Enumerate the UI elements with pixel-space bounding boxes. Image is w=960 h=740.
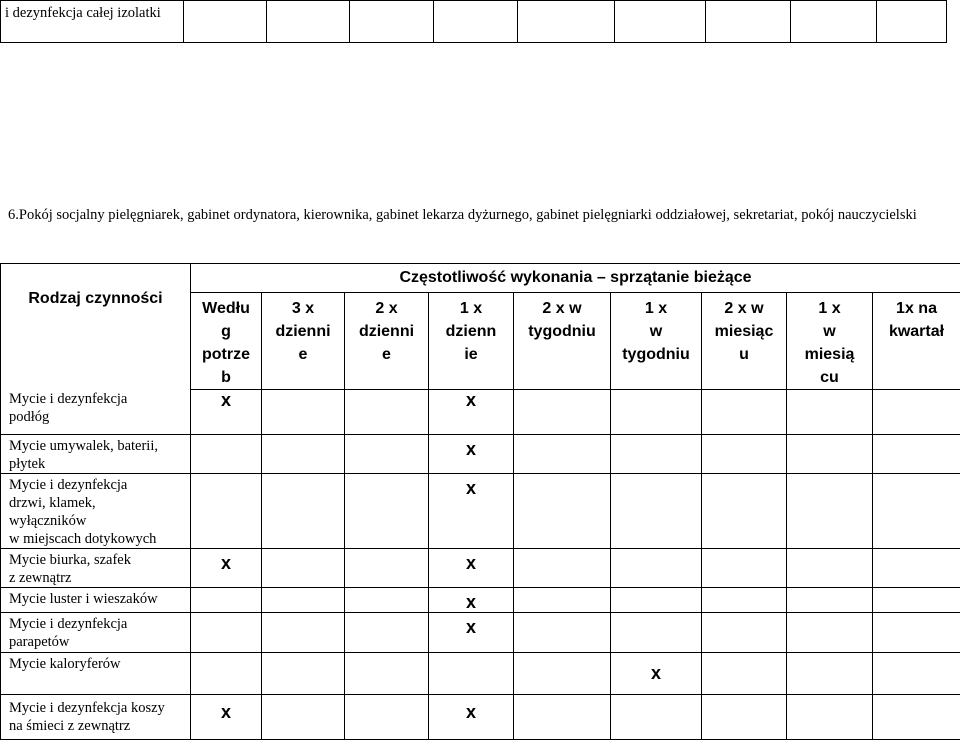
activity-label-cell	[1, 390, 191, 435]
table-row	[1, 613, 960, 653]
frequency-cell	[702, 588, 787, 613]
table-row	[1, 474, 960, 549]
frequency-cell	[191, 588, 262, 613]
activity-label: w miejscach dotykowych	[9, 530, 187, 548]
frequency-mark: x	[429, 390, 513, 410]
section-heading: 6.Pokój socjalny pielęgniarek, gabinet ordynatora, kierownika, gabinet lekarza dyżurnego, gabinet pielęgniarki oddziałowej, sekretariat, pokój nauczycielski	[8, 206, 953, 224]
cleaning-frequency-table	[0, 263, 960, 740]
activity-header	[1, 264, 191, 390]
frequency-cell	[702, 653, 787, 695]
column-header	[429, 293, 514, 390]
table-row	[1, 1, 947, 43]
frequency-cell	[345, 613, 429, 653]
frequency-cell	[514, 613, 611, 653]
activity-label: Mycie i dezynfekcja	[9, 390, 187, 408]
column-header-line: u	[702, 343, 786, 366]
activity-label: Mycie i dezynfekcja	[9, 615, 187, 633]
table-cell	[350, 1, 434, 43]
column-header	[345, 293, 429, 390]
activity-label-cell	[1, 613, 191, 653]
column-header	[787, 293, 873, 390]
column-header-line: miesiąc	[702, 320, 786, 343]
frequency-cell	[787, 588, 873, 613]
frequency-cell	[345, 435, 429, 474]
frequency-cell	[873, 653, 960, 695]
frequency-cell	[191, 474, 262, 549]
column-header-line: 1 x	[611, 297, 701, 320]
column-header-line: ie	[429, 343, 513, 366]
frequency-mark: x	[429, 613, 513, 637]
frequency-cell	[787, 695, 873, 740]
frequency-cell	[873, 390, 960, 435]
table-header-row	[1, 264, 960, 293]
table-cell	[791, 1, 877, 43]
frequency-header	[191, 264, 960, 293]
frequency-cell	[429, 588, 514, 613]
activity-label-cell	[1, 653, 191, 695]
column-header-line: miesią	[787, 343, 872, 366]
column-header	[611, 293, 702, 390]
frequency-cell	[191, 390, 262, 435]
column-header-line: b	[191, 366, 261, 389]
activity-label: Mycie umywalek, baterii,	[9, 437, 187, 455]
column-header-line: 2 x	[345, 297, 428, 320]
frequency-cell	[345, 695, 429, 740]
column-header-line: w	[787, 320, 872, 343]
frequency-mark: x	[611, 653, 701, 683]
frequency-cell	[429, 435, 514, 474]
frequency-cell	[429, 390, 514, 435]
frequency-cell	[191, 653, 262, 695]
table-row	[1, 435, 960, 474]
column-header-line: tygodniu	[514, 320, 610, 343]
frequency-cell	[429, 653, 514, 695]
activity-label-cell	[1, 435, 191, 474]
column-header-line: potrze	[191, 343, 261, 366]
activity-label: Mycie biurka, szafek	[9, 551, 187, 569]
frequency-mark: x	[429, 549, 513, 573]
frequency-cell	[345, 653, 429, 695]
activity-label: wyłączników	[9, 512, 187, 530]
activity-label: płytek	[9, 455, 187, 473]
frequency-cell	[262, 613, 345, 653]
activity-label: na śmieci z zewnątrz	[9, 717, 187, 735]
column-header-line: 1 x	[787, 297, 872, 320]
table-cell	[184, 1, 267, 43]
frequency-cell	[787, 474, 873, 549]
frequency-cell	[429, 695, 514, 740]
frequency-cell	[873, 695, 960, 740]
frequency-cell	[262, 435, 345, 474]
frequency-mark: x	[191, 549, 261, 573]
activity-label: podłóg	[9, 408, 187, 426]
frequency-mark: x	[429, 435, 513, 459]
frequency-mark: x	[191, 390, 261, 410]
frequency-cell	[191, 613, 262, 653]
activity-label: Mycie kaloryferów	[9, 655, 187, 673]
activity-label: drzwi, klamek,	[9, 494, 187, 512]
frequency-cell	[611, 653, 702, 695]
column-header-line: 2 x w	[702, 297, 786, 320]
frequency-cell	[873, 435, 960, 474]
frequency-cell	[873, 613, 960, 653]
column-header	[702, 293, 787, 390]
frequency-cell	[514, 435, 611, 474]
table-cell	[877, 1, 947, 43]
column-header-line: Wedłu	[191, 297, 261, 320]
activity-label-cell	[1, 549, 191, 588]
column-header-line: 2 x w	[514, 297, 610, 320]
frequency-cell	[702, 474, 787, 549]
frequency-cell	[873, 588, 960, 613]
frequency-cell	[262, 695, 345, 740]
column-header	[262, 293, 345, 390]
frequency-cell	[514, 695, 611, 740]
column-header-line: 3 x	[262, 297, 344, 320]
column-header-line: tygodniu	[611, 343, 701, 366]
column-header-line: dzienni	[262, 320, 344, 343]
activity-label: Mycie i dezynfekcja koszy	[9, 699, 187, 717]
table-row	[1, 588, 960, 613]
frequency-cell	[429, 549, 514, 588]
frequency-mark: x	[429, 474, 513, 498]
frequency-mark: x	[429, 695, 513, 722]
frequency-cell	[262, 474, 345, 549]
frequency-cell	[611, 474, 702, 549]
frequency-cell	[873, 474, 960, 549]
frequency-cell	[514, 588, 611, 613]
frequency-mark: x	[191, 695, 261, 722]
frequency-cell	[262, 549, 345, 588]
row-label-cell	[1, 1, 184, 43]
row-label: i dezynfekcja całej izolatki	[5, 5, 161, 21]
frequency-cell	[345, 474, 429, 549]
frequency-cell	[787, 549, 873, 588]
column-header	[873, 293, 960, 390]
frequency-cell	[787, 435, 873, 474]
column-header-line: 1 x	[429, 297, 513, 320]
frequency-cell	[262, 653, 345, 695]
frequency-cell	[345, 549, 429, 588]
column-header-line: 1x na	[873, 297, 960, 320]
frequency-cell	[787, 613, 873, 653]
table-row	[1, 653, 960, 695]
column-header	[191, 293, 262, 390]
frequency-cell	[514, 653, 611, 695]
frequency-cell	[611, 435, 702, 474]
frequency-cell	[702, 390, 787, 435]
frequency-cell	[191, 549, 262, 588]
column-header	[514, 293, 611, 390]
table-row	[1, 549, 960, 588]
previous-table-fragment	[0, 0, 947, 43]
frequency-cell	[787, 390, 873, 435]
frequency-cell	[611, 695, 702, 740]
table-cell	[706, 1, 791, 43]
frequency-cell	[611, 588, 702, 613]
frequency-cell	[262, 390, 345, 435]
column-header-line: g	[191, 320, 261, 343]
frequency-cell	[429, 474, 514, 549]
activity-label: Mycie luster i wieszaków	[9, 590, 187, 608]
frequency-cell	[702, 695, 787, 740]
frequency-cell	[514, 474, 611, 549]
frequency-cell	[873, 549, 960, 588]
frequency-cell	[514, 549, 611, 588]
table-cell	[434, 1, 518, 43]
column-header-line: e	[262, 343, 344, 366]
frequency-mark: x	[429, 588, 513, 612]
frequency-cell	[702, 435, 787, 474]
activity-label-cell	[1, 588, 191, 613]
frequency-cell	[611, 390, 702, 435]
table-cell	[615, 1, 706, 43]
activity-label: parapetów	[9, 633, 187, 651]
column-header-line: dzienn	[429, 320, 513, 343]
column-header-line: dzienni	[345, 320, 428, 343]
frequency-cell	[611, 549, 702, 588]
table-row	[1, 390, 960, 435]
activity-label-cell	[1, 695, 191, 740]
activity-label: z zewnątrz	[9, 569, 187, 587]
table-cell	[267, 1, 350, 43]
frequency-cell	[262, 588, 345, 613]
activity-header-text: Rodzaj czynności	[28, 290, 162, 307]
frequency-cell	[191, 695, 262, 740]
column-header-line: cu	[787, 366, 872, 389]
frequency-cell	[514, 390, 611, 435]
column-header-line: kwartał	[873, 320, 960, 343]
frequency-cell	[345, 390, 429, 435]
frequency-cell	[429, 613, 514, 653]
column-header-line: e	[345, 343, 428, 366]
activity-label: Mycie i dezynfekcja	[9, 476, 187, 494]
column-header-line: w	[611, 320, 701, 343]
table-row	[1, 695, 960, 740]
frequency-cell	[345, 588, 429, 613]
activity-label-cell	[1, 474, 191, 549]
frequency-cell	[191, 435, 262, 474]
table-cell	[518, 1, 615, 43]
frequency-cell	[702, 613, 787, 653]
frequency-header-text: Częstotliwość wykonania – sprzątanie bieżące	[399, 269, 751, 286]
frequency-cell	[611, 613, 702, 653]
frequency-cell	[787, 653, 873, 695]
frequency-cell	[702, 549, 787, 588]
